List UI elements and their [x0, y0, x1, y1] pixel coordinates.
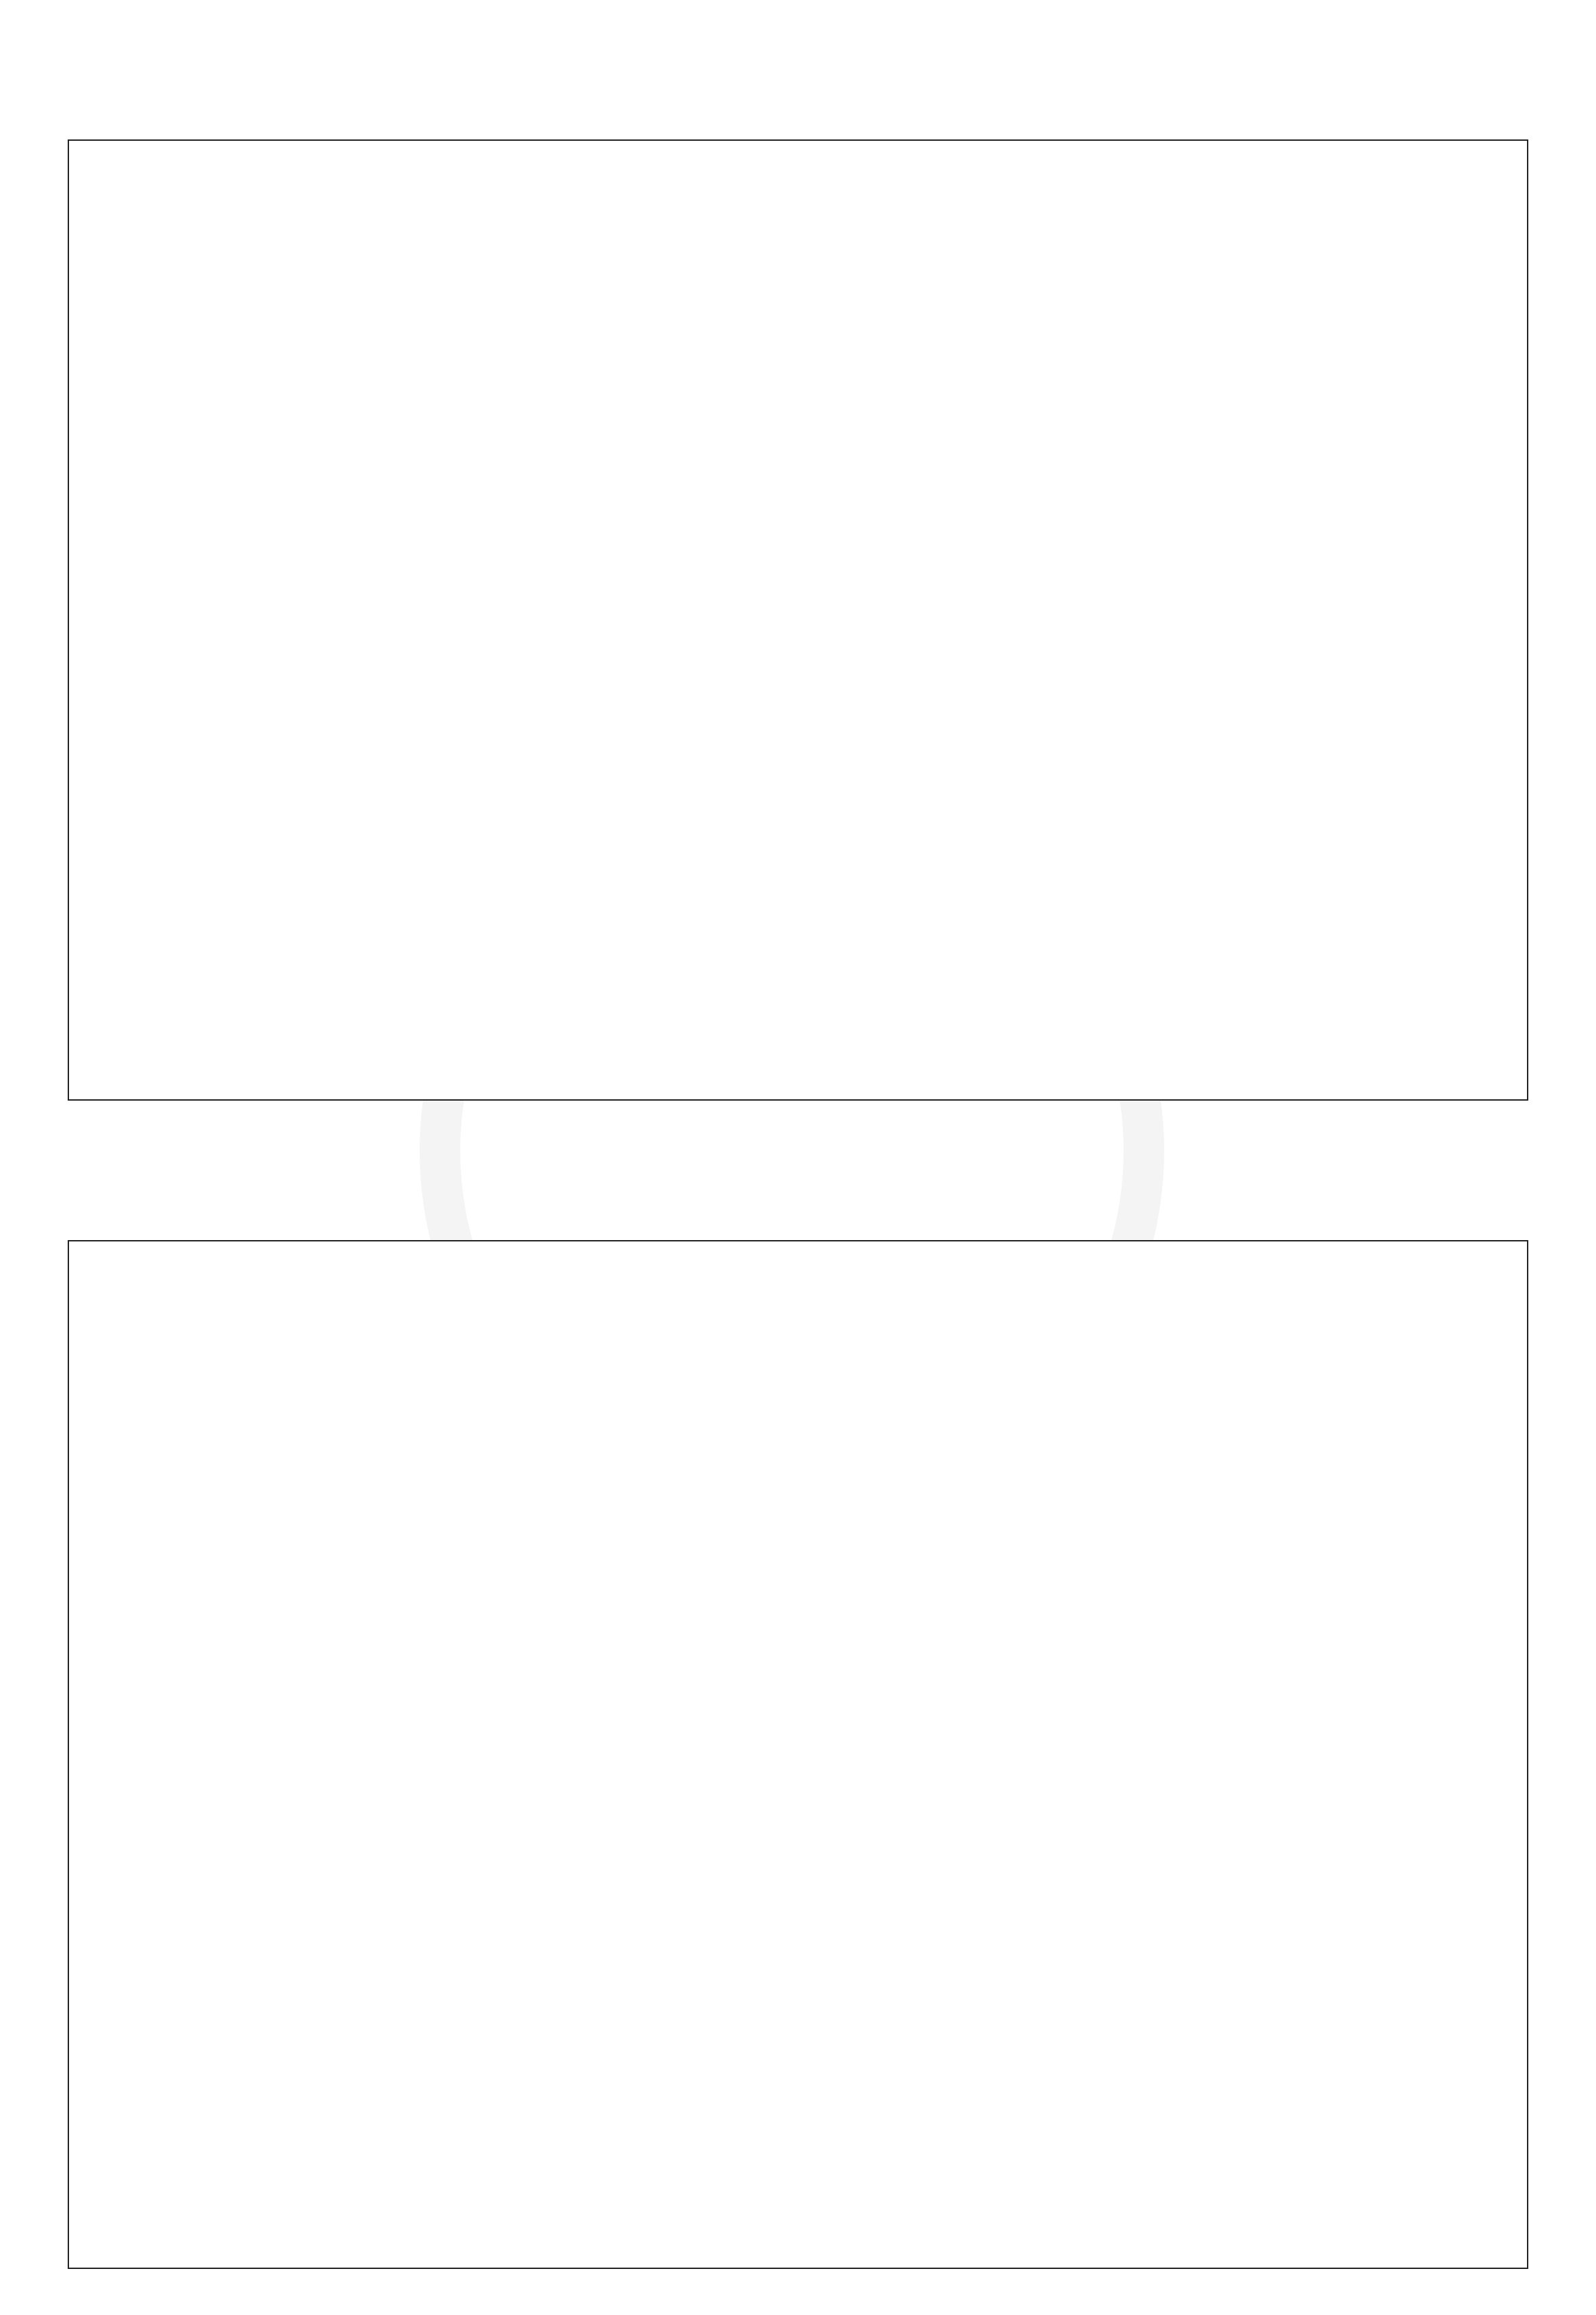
- bottom-sheet: [68, 1240, 1528, 2269]
- top-sheet: [68, 139, 1528, 1101]
